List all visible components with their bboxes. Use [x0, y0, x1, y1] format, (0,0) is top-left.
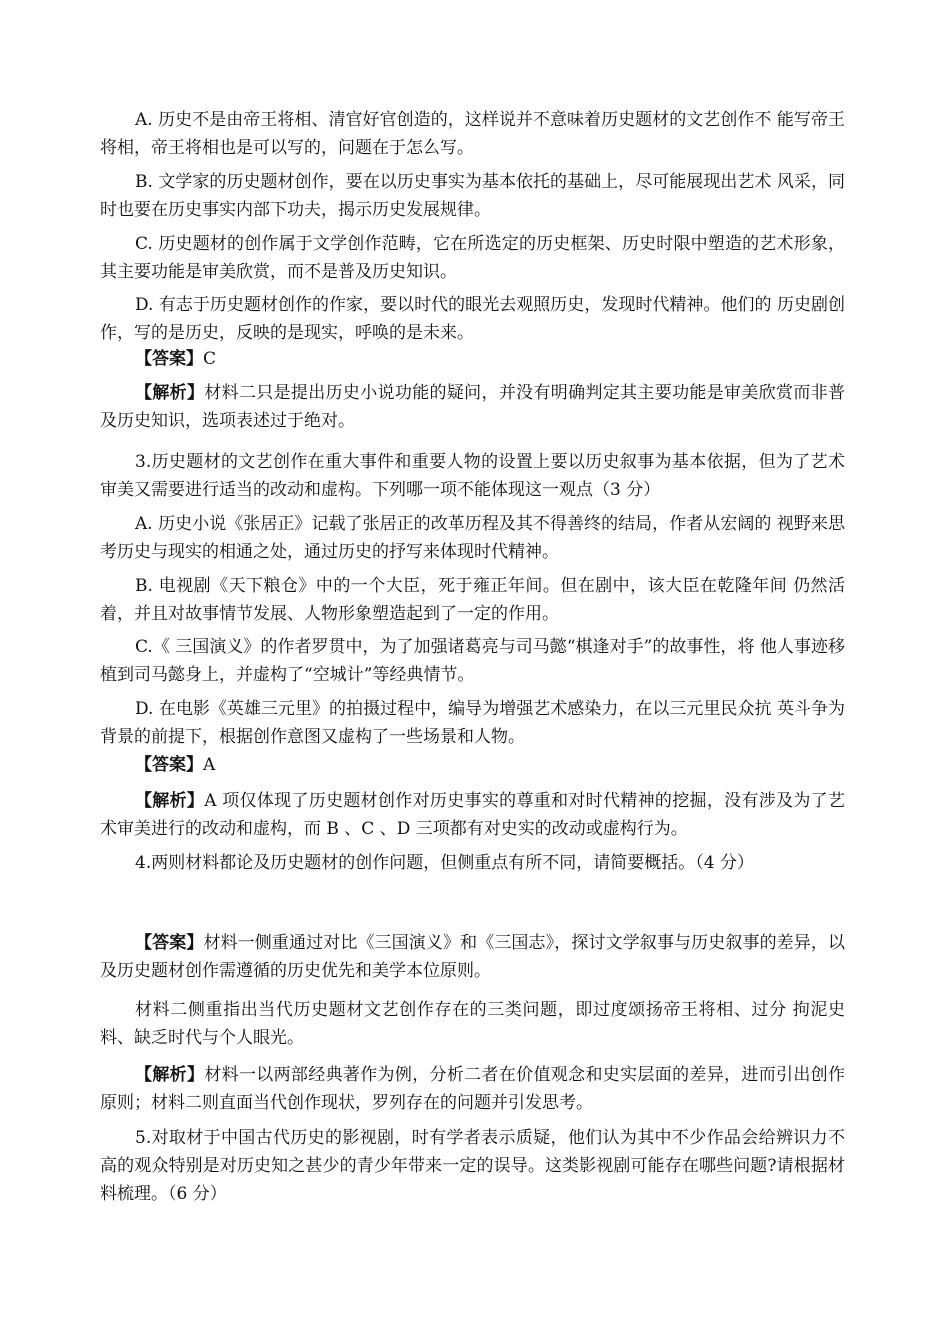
- analysis-label: 【解析】: [135, 383, 205, 403]
- analysis-text: 材料二只是提出历史小说功能的疑问，并没有明确判定其主要功能是审美欣赏而非普及历史知识，选项表述过于绝对。: [100, 383, 846, 431]
- q4-analysis: [100, 1061, 845, 1117]
- q3-analysis: [100, 787, 845, 843]
- q3-option-b: B. 电视剧《天下粮仓》中的一个大臣，死于雍正年间。但在剧中，该大臣在乾隆年间 仍然活着，并且对故事情节发展、人物形象塑造起到了一定的作用。: [100, 576, 845, 624]
- answer-label: 【答案】: [135, 933, 204, 953]
- q2-option-b: B. 文学家的历史题材创作，要在以历史事实为基本依托的基础上，尽可能展现出艺术 风采，同时也要在历史事实内部下功夫，揭示历史发展规律。: [100, 172, 845, 220]
- q3-option-c: C.《 三国演义》的作者罗贯中，为了加强诸葛亮与司马懿“棋逢对手”的故事性，将 他人事迹移植到司马懿身上，并虚构了“空城计”等经典情节。: [100, 637, 845, 685]
- answer-text: C: [203, 349, 217, 369]
- q2-option-c: C. 历史题材的创作属于文学创作范畴，它在所选定的历史框架、历史时限中塑造的艺术形象，其主要功能是审美欣赏，而不是普及历史知识。: [100, 234, 845, 282]
- answer-label: 【答案】: [135, 755, 203, 775]
- analysis-label: 【解析】: [135, 1065, 205, 1085]
- q3-option-d: D. 在电影《英雄三元里》的拍摄过程中，编导为增强艺术感染力，在以三元里民众抗 英斗争为背景的前提下，根据创作意图又虚构了一些场景和人物。: [100, 699, 845, 747]
- q2-option-d: D. 有志于历史题材创作的作家，要以时代的眼光去观照历史，发现时代精神。他们的 历史剧创作，写的是历史，反映的是现实，呼唤的是未来。: [100, 295, 845, 343]
- analysis-text: 材料一以两部经典著作为例，分析二者在价值观念和史实层面的差异，进而引出创作原则；材料二则直面当代创作现状，罗列存在的问题并引发思考。: [100, 1065, 846, 1113]
- analysis-label: 【解析】: [135, 791, 205, 811]
- q3-stem: 3.历史题材的文艺创作在重大事件和重要人物的设置上要以历史叙事为基本依据，但为了艺术审美又需要进行适当的改动和虚构。下列哪一项不能体现这一观点（3 分）: [100, 452, 845, 500]
- q4-answer-continued: 材料二侧重指出当代历史题材文艺创作存在的三类问题，即过度颂扬帝王将相、过分 拘泥史料、缺乏时代与个人眼光。: [100, 1000, 845, 1048]
- q2-option-a: A. 历史不是由帝王将相、清官好官创造的，这样说并不意味着历史题材的文艺创作不 能写帝王将相，帝王将相也是可以写的，问题在于怎么写。: [100, 110, 845, 158]
- q3-option-a: A. 历史小说《张居正》记载了张居正的改革历程及其不得善终的结局，作者从宏阔的 视野来思考历史与现实的相通之处，通过历史的抒写来体现时代精神。: [100, 514, 845, 562]
- q2-analysis: [100, 379, 845, 435]
- q4-stem: 4.两则材料都论及历史题材的创作问题，但侧重点有所不同，请简要概括。（4 分）: [135, 853, 754, 873]
- answer-text: 材料一侧重通过对比《三国演义》和《三国志》，探讨文学叙事与历史叙事的差异，以及历史题材创作需遵循的历史优先和美学本位原则。: [100, 933, 846, 981]
- answer-text: A: [203, 755, 216, 775]
- analysis-text: A 项仅体现了历史题材创作对历史事实的尊重和对时代精神的挖掘，没有涉及为了艺术审美进行的改动和虚构，而 B 、C 、D 三项都有对史实的改动或虚构行为。: [100, 791, 845, 839]
- answer-label: 【答案】: [135, 349, 203, 369]
- q4-answer: [100, 929, 845, 985]
- q3-answer: [100, 751, 845, 779]
- q5-stem: 5.对取材于中国古代历史的影视剧，时有学者表示质疑，他们认为其中不少作品会给辨识力不高的观众特别是对历史知之甚少的青少年带来一定的误导。这类影视剧可能存在哪些问题?请根据材料梳理。（6 分）: [100, 1128, 845, 1204]
- q2-answer: [100, 345, 845, 373]
